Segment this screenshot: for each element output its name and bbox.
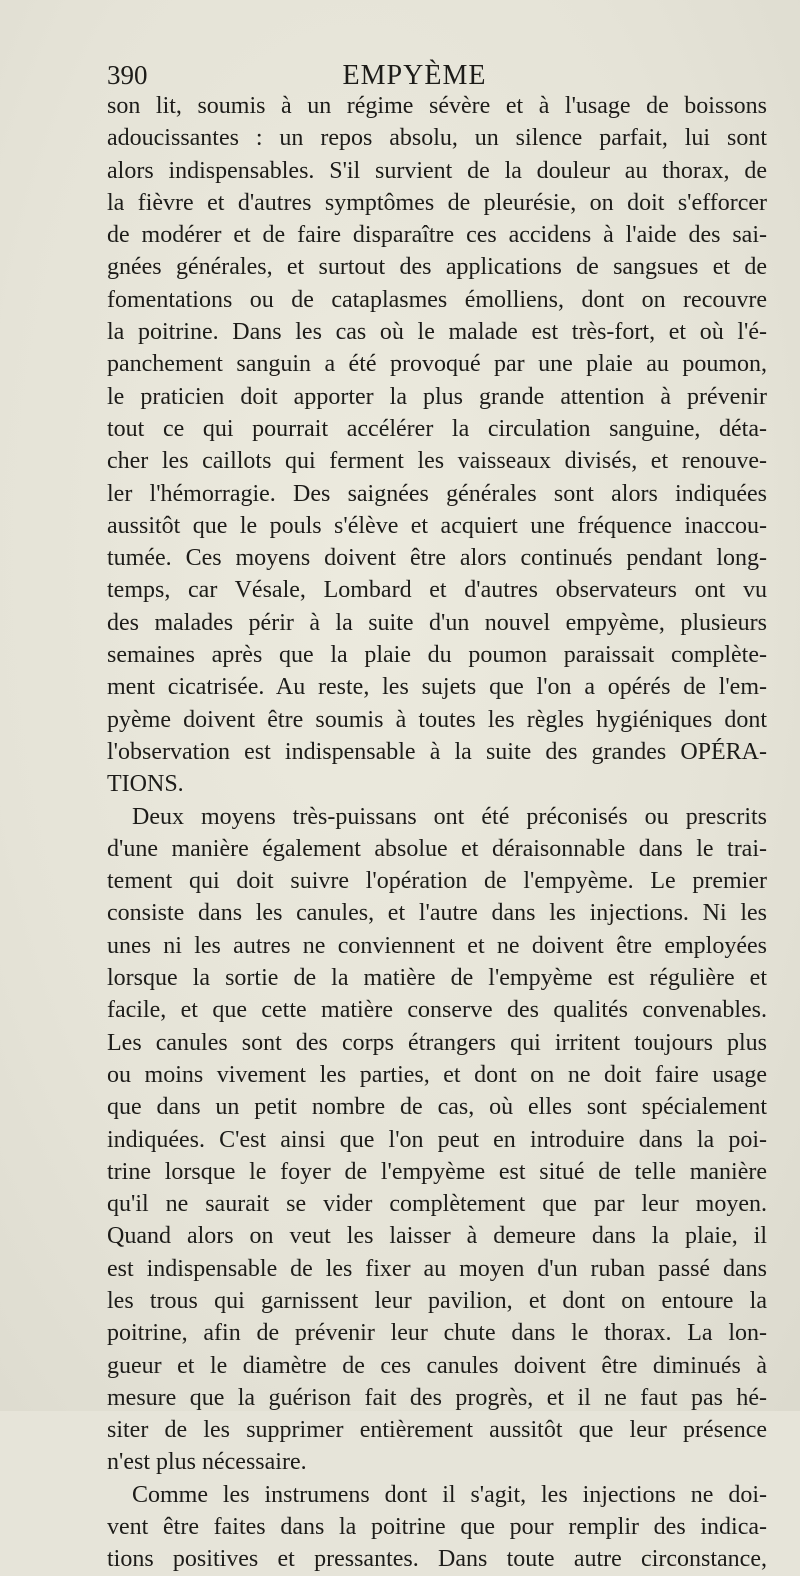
text-line: l'observation est indispensable à la suite des grandes OPÉRA- [107,738,767,765]
text-line: ou moins vivement les parties, et dont on ne doit faire usage [107,1061,767,1088]
text-line: fomentations ou de cataplasmes émolliens, dont on recouvre [107,286,767,313]
text-line: indiquées. C'est ainsi que l'on peut en introduire dans la poi- [107,1126,767,1153]
text-line: ment cicatrisée. Au reste, les sujets que l'on a opérés de l'em- [107,674,767,701]
text-line: que dans un petit nombre de cas, où elles sont spécialement [107,1094,767,1121]
text-line: Deux moyens très-puissans ont été préconisés ou prescrits [132,803,767,830]
text-line: semaines après que la plaie du poumon paraissait complète- [107,642,767,669]
text-line: consiste dans les canules, et l'autre dans les injections. Ni les [107,900,767,927]
text-line: tement qui doit suivre l'opération de l'empyème. Le premier [107,868,767,895]
text-line: facile, et que cette matière conserve des qualités convenables. [107,997,767,1024]
text-line: tions positives et pressantes. Dans toute autre circonstance, [107,1546,767,1573]
page-title: EMPYÈME [342,60,487,91]
text-line: temps, car Vésale, Lombard et d'autres observateurs ont vu [107,577,767,604]
text-line: des malades périr à la suite d'un nouvel empyème, plusieurs [107,609,767,636]
text-line: tumée. Ces moyens doivent être alors continués pendant long- [107,545,767,572]
text-line: siter de les supprimer entièrement aussitôt que leur présence [107,1417,767,1444]
text-line: TIONS. [107,771,184,798]
text-line: trine lorsque le foyer de l'empyème est situé de telle manière [107,1158,767,1185]
text-line: gnées générales, et surtout des applications de sangsues et de [107,254,767,281]
text-line: gueur et le diamètre de ces canules doivent être diminués à [107,1352,767,1379]
text-line: tout ce qui pourrait accélérer la circulation sanguine, déta- [107,415,767,442]
text-line: aussitôt que le pouls s'élève et acquiert une fréquence inaccou- [107,512,767,539]
text-line: Quand alors on veut les laisser à demeure dans la plaie, il [107,1223,767,1250]
text-line: unes ni les autres ne conviennent et ne doivent être employées [107,932,767,959]
text-line: alors indispensables. S'il survient de la douleur au thorax, de [107,157,767,184]
paragraph [107,1479,767,1576]
text-line: poitrine, afin de prévenir leur chute dans le thorax. La lon- [107,1320,767,1347]
body-text [107,90,767,1576]
text-line: la poitrine. Dans les cas où le malade est très-fort, et où l'é- [107,319,767,346]
text-line: les trous qui garnissent leur pavilion, et dont on entoure la [107,1287,767,1314]
text-line: la fièvre et d'autres symptômes de pleurésie, on doit s'efforcer [107,189,767,216]
text-line: panchement sanguin a été provoqué par une plaie au poumon, [107,351,767,378]
text-line: d'une manière également absolue et déraisonnable dans le trai- [107,835,767,862]
text-line: Comme les instrumens dont il s'agit, les injections ne doi- [132,1481,767,1508]
text-line: qu'il ne saurait se vider complètement que par leur moyen. [107,1191,767,1218]
text-line: n'est plus nécessaire. [107,1449,307,1476]
text-line: de modérer et de faire disparaître ces accidens à l'aide des sai- [107,222,767,249]
paragraph [107,801,767,1479]
text-line: pyème doivent être soumis à toutes les règles hygiéniques dont [107,706,767,733]
page-number: 390 [107,60,148,90]
text-line: Les canules sont des corps étrangers qui irritent toujours plus [107,1029,767,1056]
text-line: adoucissantes : un repos absolu, un silence parfait, lui sont [107,125,767,152]
text-line: est indispensable de les fixer au moyen d'un ruban passé dans [107,1255,767,1282]
text-line: le praticien doit apporter la plus grande attention à prévenir [107,383,767,410]
text-line: ler l'hémorragie. Des saignées générales sont alors indiquées [107,480,767,507]
text-line: vent être faites dans la poitrine que pour remplir des indica- [107,1514,767,1541]
paragraph [107,90,767,801]
text-line: cher les caillots qui ferment les vaisseaux divisés, et renouve- [107,448,767,475]
text-line: lorsque la sortie de la matière de l'empyème est régulière et [107,965,767,992]
text-line: son lit, soumis à un régime sévère et à l'usage de boissons [107,93,767,119]
text-line: mesure que la guérison fait des progrès, et il ne faut pas hé- [107,1384,767,1411]
